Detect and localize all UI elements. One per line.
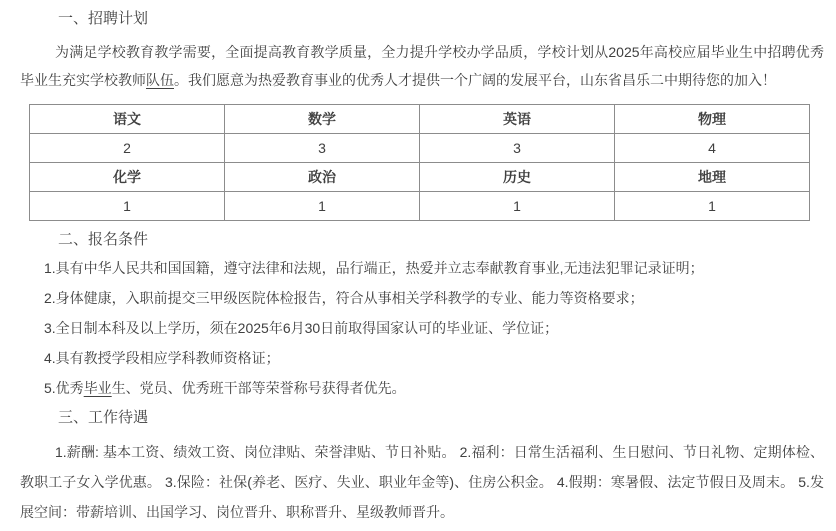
section-heading-recruitment-plan <box>20 6 824 32</box>
requirement-item-2 <box>20 283 824 313</box>
table-row-counts-2 <box>30 192 810 221</box>
subject-cell: 政治 <box>225 163 420 192</box>
requirement-text: 1.具有中华人民共和国国籍，遵守法律和法规，品行端正，热爱并立志奉献教育事业,无违法犯罪记录证明； <box>44 260 704 276</box>
section-heading-application-requirements <box>20 227 824 253</box>
table-row-subjects-2 <box>30 163 810 192</box>
requirement-text: 3.全日制本科及以上学历，须在2025年6月30日前取得国家认可的毕业证、学位证； <box>44 320 559 336</box>
requirement-text: 4.具有教授学段相应学科教师资格证； <box>44 350 280 366</box>
benefits-paragraph <box>20 437 824 527</box>
requirement-item-4 <box>20 343 824 373</box>
count-cell: 3 <box>420 134 615 163</box>
requirement-item-3 <box>20 313 824 343</box>
count-cell: 1 <box>30 192 225 221</box>
section-heading-text: 一、招聘计划 <box>58 10 149 27</box>
subjects-quota-table <box>29 104 810 221</box>
count-cell: 1 <box>420 192 615 221</box>
table-row-subjects-1 <box>30 105 810 134</box>
count-cell: 1 <box>225 192 420 221</box>
subject-cell: 数学 <box>225 105 420 134</box>
intro-text-pre: 为满足学校教育教学需要，全面提高教育教学质量，全力提升学校办学品质，学校计划从2025年高校应届毕业生中招聘优秀毕业生充实学校教师 <box>20 44 824 88</box>
subject-cell: 化学 <box>30 163 225 192</box>
requirement-item-1 <box>20 253 824 283</box>
subject-cell: 语文 <box>30 105 225 134</box>
subject-cell: 地理 <box>615 163 810 192</box>
count-cell: 1 <box>615 192 810 221</box>
benefits-text: 1.薪酬: 基本工资、绩效工资、岗位津贴、荣誉津贴、节日补贴。 2.福利：日常生活福利、生日慰问、节日礼物、定期体检、教职工子女入学优惠。 3.保险：社保(养老、医疗、失业、职业年金等)、住房公积金。 4.假期：寒暑假、法定节假日及周末。 5.发展空间：带薪培训、出国学习、岗位晋升、职称晋升、星级教师晋升。 <box>20 444 824 520</box>
subject-cell: 物理 <box>615 105 810 134</box>
section-heading-text: 二、报名条件 <box>58 231 149 248</box>
count-cell: 4 <box>615 134 810 163</box>
intro-paragraph <box>20 38 824 94</box>
count-cell: 3 <box>225 134 420 163</box>
count-cell: 2 <box>30 134 225 163</box>
section-heading-work-benefits <box>20 405 824 431</box>
table-row-counts-1 <box>30 134 810 163</box>
requirement-text-underlined: 毕业 <box>83 380 112 396</box>
intro-text-post: 。我们愿意为热爱教育事业的优秀人才提供一个广阔的发展平台，山东省昌乐二中期待您的加入！ <box>174 72 776 88</box>
requirement-text: 2.身体健康，入职前提交三甲级医院体检报告，符合从事相关学科教学的专业、能力等资格要求； <box>44 290 644 306</box>
requirement-text: 生、党员、优秀班干部等荣誉称号获得者优先。 <box>111 380 406 396</box>
intro-text-underlined: 队伍 <box>146 72 174 88</box>
subject-cell: 英语 <box>420 105 615 134</box>
subject-cell: 历史 <box>420 163 615 192</box>
requirement-item-5 <box>20 373 824 403</box>
requirement-text: 5.优秀 <box>44 380 84 396</box>
section-heading-text: 三、工作待遇 <box>58 409 149 426</box>
